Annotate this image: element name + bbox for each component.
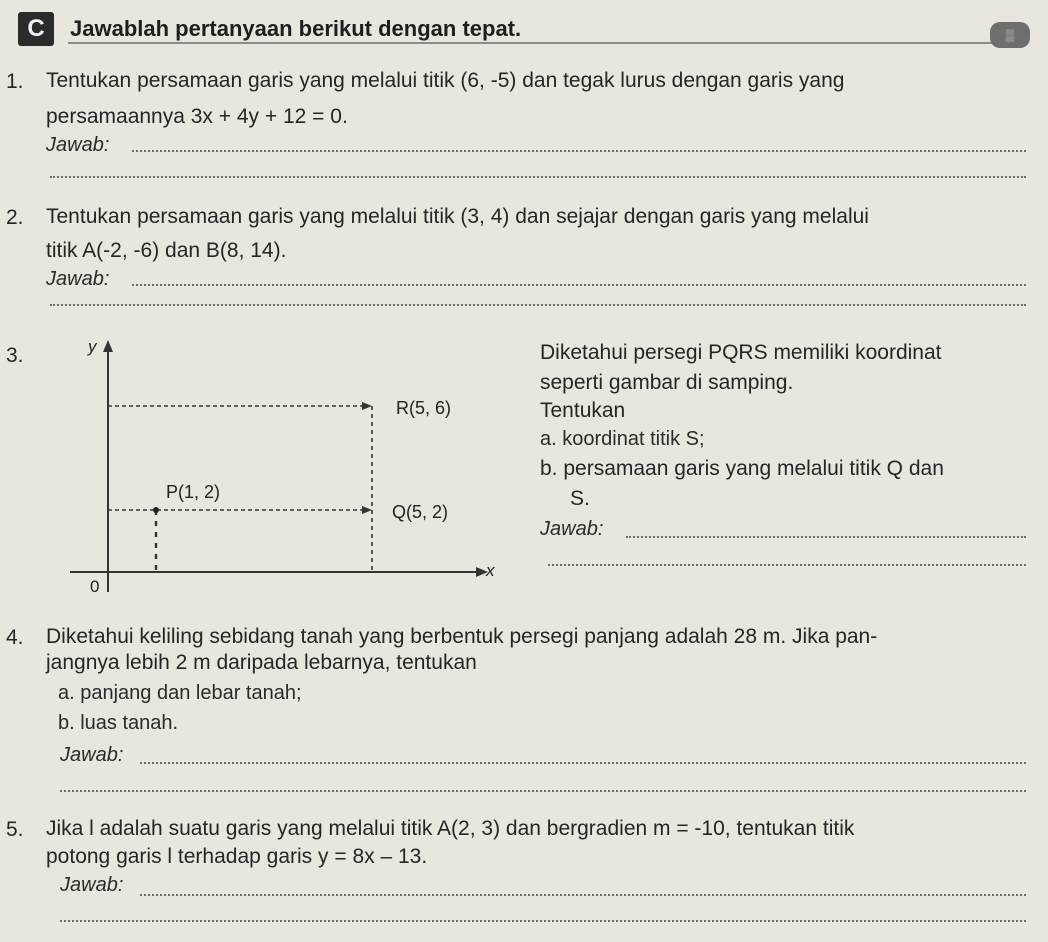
q1-answer-label: Jawab: [46,134,110,156]
q5-line1: Jika l adalah suatu garis yang melalui titik A(2, 3) dan bergradien m = -10, tentukan titik [46,817,855,840]
x-axis-label: x [486,561,495,580]
q4-part-a: a. panjang dan lebar tanah; [58,682,302,704]
q4-answer-line-1[interactable] [140,762,1026,764]
q1-answer-line-2[interactable] [50,176,1026,178]
q1-line2: persamaannya 3x + 4y + 12 = 0. [46,105,348,128]
q2-line1: Tentukan persamaan garis yang melalui titik (3, 4) dan sejajar dengan garis yang melalui [46,205,869,228]
section-title: Jawablah pertanyaan berikut dengan tepat. [70,16,522,41]
point-p-label: P(1, 2) [166,482,221,502]
y-axis-arrow-icon [103,340,113,352]
q1-number: 1. [6,70,24,93]
q4-answer-label: Jawab: [60,744,124,766]
q2-number: 2. [6,206,24,229]
q2-answer-label: Jawab: [46,268,110,290]
q3-coordinate-graph [40,330,520,610]
q3-task: Tentukan [540,399,626,422]
arrow-to-r-icon [362,402,372,410]
q3-part-b-line1: b. persamaan garis yang melalui titik Q dan [540,457,944,480]
point-r-label: R(5, 6) [396,398,452,418]
q1-answer-line-1[interactable] [132,150,1026,152]
q4-line2: jangnya lebih 2 m daripada lebarnya, tentukan [46,651,477,674]
y-axis-label: y [88,337,97,356]
q3-answer-label: Jawab: [540,518,604,540]
q5-answer-line-2[interactable] [60,920,1026,922]
section-badge: C [18,12,54,46]
q4-number: 4. [6,626,24,649]
point-q-label: Q(5, 2) [392,502,449,522]
q3-answer-line-2[interactable] [548,564,1026,566]
q2-answer-line-2[interactable] [50,304,1026,306]
q1-line1: Tentukan persamaan garis yang melalui titik (6, -5) dan tegak lurus dengan garis yang [46,69,845,92]
page-stamp-icon: ▒ [990,22,1030,48]
q5-answer-label: Jawab: [60,874,124,896]
section-header [18,12,1038,52]
q3-answer-line-1[interactable] [626,536,1026,538]
q5-line2: potong garis l terhadap garis y = 8x – 13. [46,845,428,868]
q3-intro-line1: Diketahui persegi PQRS memiliki koordinat [540,341,942,364]
q2-answer-line-1[interactable] [132,284,1026,286]
q3-part-a: a. koordinat titik S; [540,428,705,450]
origin-label: 0 [90,577,100,596]
q3-number: 3. [6,344,24,367]
arrow-to-q-icon [362,506,372,514]
q3-part-b-line2: S. [570,487,590,510]
header-underline [68,42,993,44]
q4-line1: Diketahui keliling sebidang tanah yang berbentuk persegi panjang adalah 28 m. Jika pan- [46,625,878,648]
q2-line2: titik A(-2, -6) dan B(8, 14). [46,239,287,262]
q3-intro-line2: seperti gambar di samping. [540,371,794,394]
q4-part-b: b. luas tanah. [58,712,179,734]
q4-answer-line-2[interactable] [60,790,1026,792]
q5-answer-line-1[interactable] [140,894,1026,896]
q5-number: 5. [6,818,24,841]
point-p [153,507,159,513]
